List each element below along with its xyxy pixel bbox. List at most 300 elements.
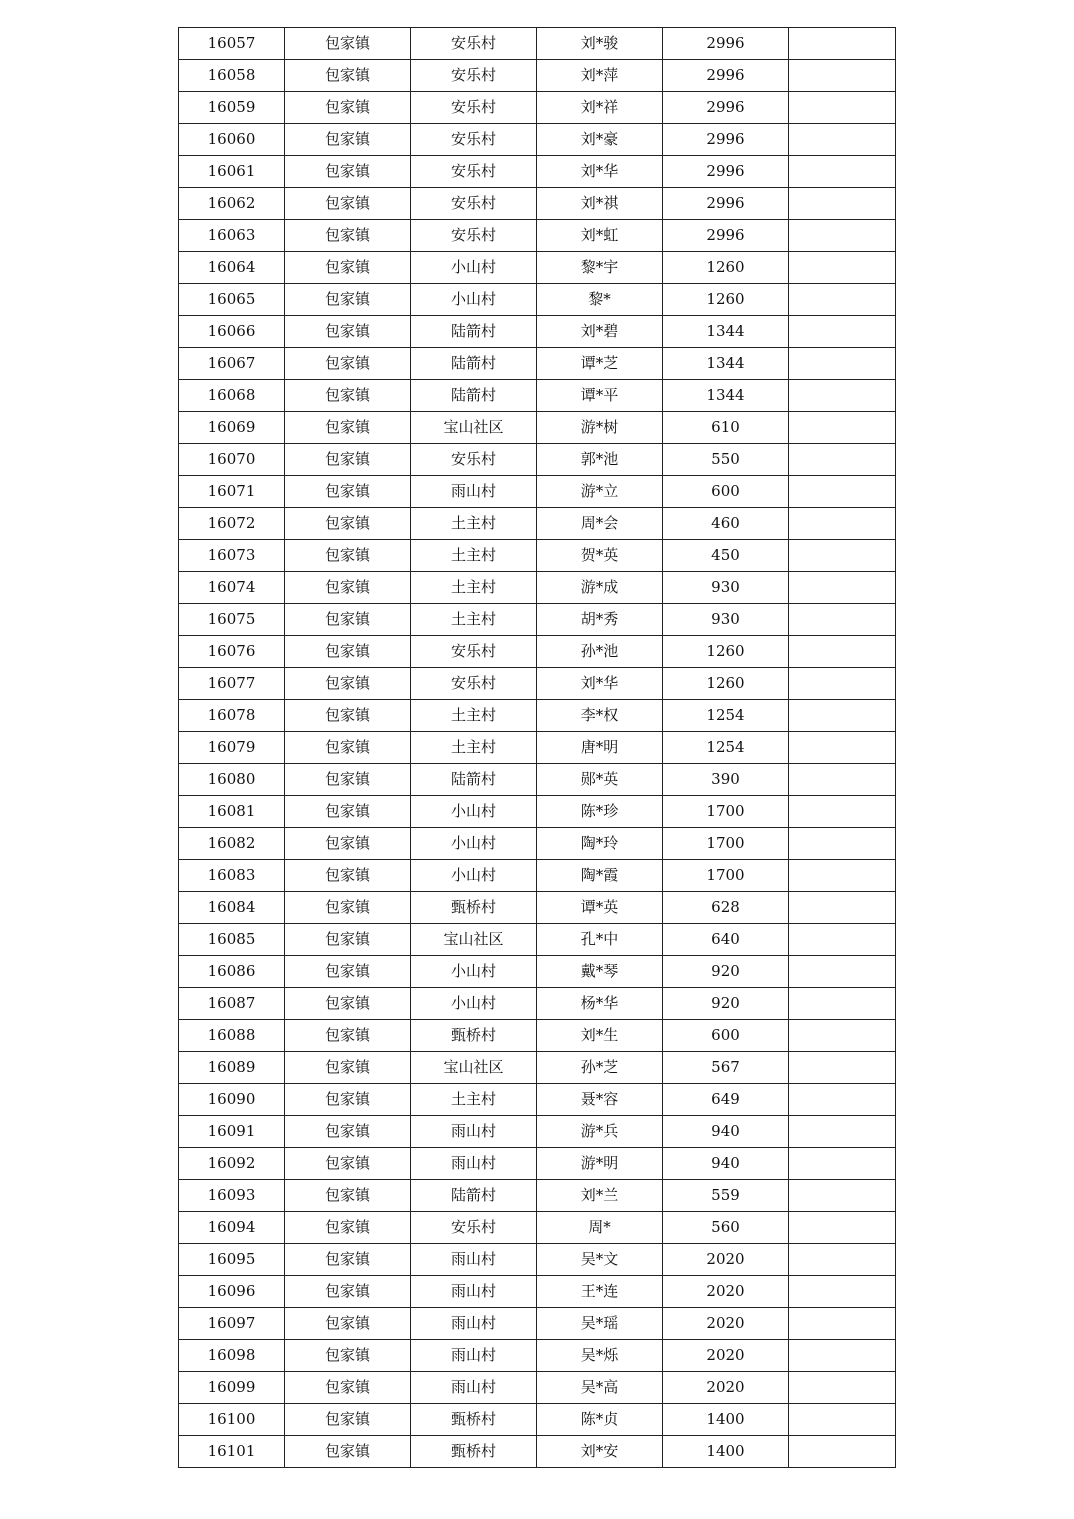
amount-cell: 920 [663,988,789,1020]
town-cell: 包家镇 [285,828,411,860]
table-row [179,1276,896,1308]
town-cell: 包家镇 [285,700,411,732]
village-cell: 雨山村 [411,1372,537,1404]
table-row [179,988,896,1020]
note-cell [789,316,896,348]
table-row [179,284,896,316]
table-row [179,508,896,540]
town-cell: 包家镇 [285,796,411,828]
row-id-cell: 16077 [179,668,285,700]
name-cell: 孙*芝 [537,1052,663,1084]
name-cell: 谭*芝 [537,348,663,380]
village-cell: 安乐村 [411,1212,537,1244]
note-cell [789,1116,896,1148]
amount-cell: 1260 [663,668,789,700]
row-id-cell: 16081 [179,796,285,828]
table-row [179,220,896,252]
town-cell: 包家镇 [285,60,411,92]
name-cell: 游*成 [537,572,663,604]
town-cell: 包家镇 [285,1372,411,1404]
table-row [179,796,896,828]
name-cell: 游*树 [537,412,663,444]
village-cell: 小山村 [411,828,537,860]
town-cell: 包家镇 [285,1020,411,1052]
note-cell [789,1180,896,1212]
amount-cell: 600 [663,1020,789,1052]
town-cell: 包家镇 [285,540,411,572]
note-cell [789,860,896,892]
table-row [179,412,896,444]
note-cell [789,156,896,188]
note-cell [789,444,896,476]
row-id-cell: 16088 [179,1020,285,1052]
village-cell: 土主村 [411,1084,537,1116]
row-id-cell: 16089 [179,1052,285,1084]
note-cell [789,1084,896,1116]
table-row [179,668,896,700]
note-cell [789,604,896,636]
note-cell [789,700,896,732]
town-cell: 包家镇 [285,668,411,700]
note-cell [789,764,896,796]
amount-cell: 610 [663,412,789,444]
amount-cell: 390 [663,764,789,796]
row-id-cell: 16064 [179,252,285,284]
village-cell: 雨山村 [411,1340,537,1372]
town-cell: 包家镇 [285,1148,411,1180]
note-cell [789,732,896,764]
table-row [179,444,896,476]
town-cell: 包家镇 [285,604,411,636]
village-cell: 陆箭村 [411,380,537,412]
note-cell [789,284,896,316]
note-cell [789,1404,896,1436]
village-cell: 安乐村 [411,28,537,60]
town-cell: 包家镇 [285,252,411,284]
table-row [179,1340,896,1372]
village-cell: 小山村 [411,956,537,988]
town-cell: 包家镇 [285,316,411,348]
table-row [179,380,896,412]
town-cell: 包家镇 [285,1436,411,1468]
row-id-cell: 16099 [179,1372,285,1404]
name-cell: 陶*玲 [537,828,663,860]
table-row [179,764,896,796]
amount-cell: 628 [663,892,789,924]
name-cell: 刘*豪 [537,124,663,156]
town-cell: 包家镇 [285,1404,411,1436]
row-id-cell: 16065 [179,284,285,316]
amount-cell: 2020 [663,1276,789,1308]
table-row [179,1308,896,1340]
name-cell: 陶*霞 [537,860,663,892]
town-cell: 包家镇 [285,28,411,60]
table-row [179,1244,896,1276]
row-id-cell: 16092 [179,1148,285,1180]
note-cell [789,540,896,572]
name-cell: 吴*文 [537,1244,663,1276]
amount-cell: 640 [663,924,789,956]
amount-cell: 2996 [663,92,789,124]
amount-cell: 2020 [663,1308,789,1340]
name-cell: 戴*琴 [537,956,663,988]
name-cell: 黎*宇 [537,252,663,284]
village-cell: 土主村 [411,540,537,572]
amount-cell: 559 [663,1180,789,1212]
row-id-cell: 16066 [179,316,285,348]
amount-cell: 2996 [663,60,789,92]
name-cell: 王*连 [537,1276,663,1308]
name-cell: 孙*池 [537,636,663,668]
name-cell: 刘*祥 [537,92,663,124]
row-id-cell: 16070 [179,444,285,476]
row-id-cell: 16085 [179,924,285,956]
village-cell: 甄桥村 [411,1404,537,1436]
table-row [179,60,896,92]
name-cell: 吴*瑶 [537,1308,663,1340]
village-cell: 小山村 [411,284,537,316]
note-cell [789,220,896,252]
town-cell: 包家镇 [285,636,411,668]
name-cell: 陈*珍 [537,796,663,828]
town-cell: 包家镇 [285,124,411,156]
table-row [179,1404,896,1436]
town-cell: 包家镇 [285,1308,411,1340]
table-row [179,1116,896,1148]
row-id-cell: 16093 [179,1180,285,1212]
row-id-cell: 16086 [179,956,285,988]
name-cell: 谭*英 [537,892,663,924]
town-cell: 包家镇 [285,1052,411,1084]
village-cell: 土主村 [411,604,537,636]
note-cell [789,828,896,860]
name-cell: 游*立 [537,476,663,508]
row-id-cell: 16062 [179,188,285,220]
amount-cell: 567 [663,1052,789,1084]
name-cell: 唐*明 [537,732,663,764]
town-cell: 包家镇 [285,1244,411,1276]
village-cell: 雨山村 [411,1148,537,1180]
name-cell: 李*权 [537,700,663,732]
amount-cell: 450 [663,540,789,572]
name-cell: 郭*池 [537,444,663,476]
town-cell: 包家镇 [285,764,411,796]
name-cell: 周*会 [537,508,663,540]
town-cell: 包家镇 [285,188,411,220]
table-row [179,476,896,508]
note-cell [789,28,896,60]
table-row [179,860,896,892]
amount-cell: 2020 [663,1244,789,1276]
table-row [179,700,896,732]
village-cell: 安乐村 [411,444,537,476]
row-id-cell: 16069 [179,412,285,444]
note-cell [789,1372,896,1404]
name-cell: 陈*贞 [537,1404,663,1436]
table-row [179,924,896,956]
town-cell: 包家镇 [285,348,411,380]
town-cell: 包家镇 [285,284,411,316]
table-row [179,1372,896,1404]
note-cell [789,124,896,156]
table-row [179,1020,896,1052]
table-row [179,92,896,124]
amount-cell: 930 [663,604,789,636]
row-id-cell: 16083 [179,860,285,892]
town-cell: 包家镇 [285,956,411,988]
table-row [179,156,896,188]
note-cell [789,1436,896,1468]
village-cell: 甄桥村 [411,1436,537,1468]
amount-cell: 1260 [663,252,789,284]
row-id-cell: 16074 [179,572,285,604]
row-id-cell: 16100 [179,1404,285,1436]
note-cell [789,412,896,444]
table-row [179,572,896,604]
table-row [179,1084,896,1116]
name-cell: 刘*华 [537,668,663,700]
note-cell [789,1148,896,1180]
table-row [179,1212,896,1244]
amount-cell: 940 [663,1116,789,1148]
table-row [179,348,896,380]
note-cell [789,988,896,1020]
town-cell: 包家镇 [285,156,411,188]
village-cell: 安乐村 [411,60,537,92]
row-id-cell: 16075 [179,604,285,636]
amount-cell: 1254 [663,700,789,732]
amount-cell: 550 [663,444,789,476]
amount-cell: 1344 [663,348,789,380]
amount-cell: 1400 [663,1404,789,1436]
village-cell: 安乐村 [411,636,537,668]
amount-cell: 2020 [663,1372,789,1404]
row-id-cell: 16097 [179,1308,285,1340]
table-row [179,252,896,284]
village-cell: 甄桥村 [411,892,537,924]
note-cell [789,188,896,220]
table-row [179,1180,896,1212]
town-cell: 包家镇 [285,220,411,252]
row-id-cell: 16061 [179,156,285,188]
village-cell: 宝山社区 [411,924,537,956]
village-cell: 雨山村 [411,1244,537,1276]
town-cell: 包家镇 [285,860,411,892]
row-id-cell: 16058 [179,60,285,92]
village-cell: 安乐村 [411,124,537,156]
village-cell: 土主村 [411,572,537,604]
row-id-cell: 16072 [179,508,285,540]
amount-cell: 1344 [663,380,789,412]
town-cell: 包家镇 [285,1340,411,1372]
note-cell [789,1052,896,1084]
village-cell: 安乐村 [411,668,537,700]
row-id-cell: 16057 [179,28,285,60]
note-cell [789,476,896,508]
row-id-cell: 16076 [179,636,285,668]
row-id-cell: 16098 [179,1340,285,1372]
village-cell: 宝山社区 [411,412,537,444]
note-cell [789,1244,896,1276]
table-row [179,28,896,60]
row-id-cell: 16068 [179,380,285,412]
village-cell: 雨山村 [411,1276,537,1308]
town-cell: 包家镇 [285,572,411,604]
row-id-cell: 16096 [179,1276,285,1308]
name-cell: 刘*骏 [537,28,663,60]
name-cell: 刘*生 [537,1020,663,1052]
table-row [179,1052,896,1084]
row-id-cell: 16078 [179,700,285,732]
name-cell: 孔*中 [537,924,663,956]
row-id-cell: 16084 [179,892,285,924]
table-row [179,540,896,572]
note-cell [789,1212,896,1244]
amount-cell: 600 [663,476,789,508]
row-id-cell: 16080 [179,764,285,796]
village-cell: 雨山村 [411,476,537,508]
amount-cell: 2996 [663,156,789,188]
name-cell: 刘*碧 [537,316,663,348]
name-cell: 游*兵 [537,1116,663,1148]
town-cell: 包家镇 [285,380,411,412]
amount-cell: 1344 [663,316,789,348]
amount-cell: 460 [663,508,789,540]
village-cell: 陆箭村 [411,1180,537,1212]
note-cell [789,348,896,380]
note-cell [789,1276,896,1308]
row-id-cell: 16087 [179,988,285,1020]
town-cell: 包家镇 [285,1276,411,1308]
row-id-cell: 16079 [179,732,285,764]
amount-cell: 1700 [663,828,789,860]
name-cell: 周* [537,1212,663,1244]
village-cell: 土主村 [411,508,537,540]
name-cell: 刘*兰 [537,1180,663,1212]
row-id-cell: 16091 [179,1116,285,1148]
row-id-cell: 16063 [179,220,285,252]
row-id-cell: 16073 [179,540,285,572]
village-cell: 小山村 [411,796,537,828]
amount-cell: 1700 [663,860,789,892]
village-cell: 土主村 [411,700,537,732]
name-cell: 谭*平 [537,380,663,412]
note-cell [789,668,896,700]
name-cell: 游*明 [537,1148,663,1180]
table-row [179,188,896,220]
note-cell [789,892,896,924]
note-cell [789,508,896,540]
village-cell: 陆箭村 [411,316,537,348]
table-row [179,732,896,764]
row-id-cell: 16101 [179,1436,285,1468]
row-id-cell: 16071 [179,476,285,508]
name-cell: 郧*英 [537,764,663,796]
note-cell [789,380,896,412]
table-body [179,28,896,1468]
name-cell: 杨*华 [537,988,663,1020]
note-cell [789,1020,896,1052]
amount-cell: 1260 [663,636,789,668]
name-cell: 贺*英 [537,540,663,572]
amount-cell: 560 [663,1212,789,1244]
note-cell [789,60,896,92]
town-cell: 包家镇 [285,476,411,508]
name-cell: 聂*容 [537,1084,663,1116]
town-cell: 包家镇 [285,92,411,124]
table-row [179,636,896,668]
table-row [179,1148,896,1180]
village-cell: 小山村 [411,860,537,892]
note-cell [789,636,896,668]
village-cell: 安乐村 [411,188,537,220]
name-cell: 刘*安 [537,1436,663,1468]
amount-cell: 920 [663,956,789,988]
village-cell: 甄桥村 [411,1020,537,1052]
name-cell: 刘*萍 [537,60,663,92]
note-cell [789,1340,896,1372]
amount-cell: 930 [663,572,789,604]
town-cell: 包家镇 [285,1212,411,1244]
amount-cell: 2996 [663,220,789,252]
town-cell: 包家镇 [285,444,411,476]
village-cell: 安乐村 [411,220,537,252]
row-id-cell: 16090 [179,1084,285,1116]
village-cell: 雨山村 [411,1308,537,1340]
amount-cell: 1700 [663,796,789,828]
amount-cell: 2996 [663,124,789,156]
name-cell: 胡*秀 [537,604,663,636]
note-cell [789,572,896,604]
note-cell [789,1308,896,1340]
table-row [179,1436,896,1468]
row-id-cell: 16059 [179,92,285,124]
note-cell [789,924,896,956]
town-cell: 包家镇 [285,508,411,540]
table-row [179,956,896,988]
note-cell [789,796,896,828]
row-id-cell: 16082 [179,828,285,860]
village-cell: 安乐村 [411,92,537,124]
amount-cell: 940 [663,1148,789,1180]
table-row [179,828,896,860]
village-cell: 小山村 [411,252,537,284]
amount-cell: 1254 [663,732,789,764]
town-cell: 包家镇 [285,412,411,444]
row-id-cell: 16094 [179,1212,285,1244]
note-cell [789,956,896,988]
amount-cell: 1260 [663,284,789,316]
amount-cell: 2996 [663,28,789,60]
town-cell: 包家镇 [285,924,411,956]
village-cell: 宝山社区 [411,1052,537,1084]
town-cell: 包家镇 [285,892,411,924]
table-row [179,124,896,156]
village-cell: 陆箭村 [411,764,537,796]
village-cell: 土主村 [411,732,537,764]
town-cell: 包家镇 [285,988,411,1020]
amount-cell: 2020 [663,1340,789,1372]
row-id-cell: 16060 [179,124,285,156]
row-id-cell: 16095 [179,1244,285,1276]
name-cell: 吴*烁 [537,1340,663,1372]
table-row [179,892,896,924]
row-id-cell: 16067 [179,348,285,380]
table-row [179,604,896,636]
town-cell: 包家镇 [285,732,411,764]
village-cell: 安乐村 [411,156,537,188]
amount-cell: 2996 [663,188,789,220]
